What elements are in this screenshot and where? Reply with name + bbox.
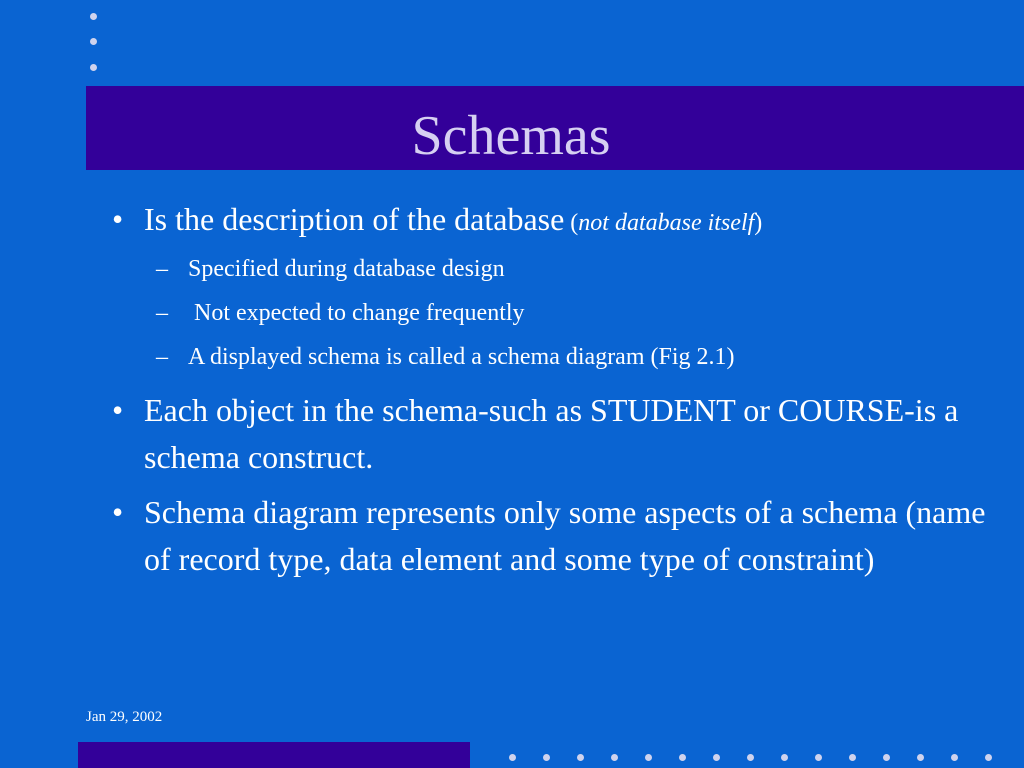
bullet-text: Each object in the schema-such as STUDENT or COURSE-is a schema construct. xyxy=(144,392,959,475)
sub-bullet-marker: – xyxy=(156,256,168,282)
decor-dot xyxy=(645,754,652,761)
decor-dot xyxy=(509,754,516,761)
decor-dot xyxy=(815,754,822,761)
sub-bullet-item xyxy=(110,335,990,379)
decor-dot xyxy=(90,64,97,71)
decor-dot xyxy=(883,754,890,761)
decor-dot xyxy=(747,754,754,761)
slide-title: Schemas xyxy=(411,105,611,167)
decor-dot xyxy=(679,754,686,761)
bullet-note-open: ( xyxy=(564,210,579,236)
bullet-text: Is the description of the database xyxy=(144,201,565,237)
sub-bullet-text: Specified during database design xyxy=(188,256,505,282)
decor-dot xyxy=(849,754,856,761)
decor-dot xyxy=(90,13,97,20)
decor-dot xyxy=(90,38,97,45)
bullet-marker: • xyxy=(112,201,124,237)
footer-band xyxy=(78,742,470,768)
bullet-marker: • xyxy=(112,494,124,530)
bullet-text: Schema diagram represents only some aspects of a schema (name of record type, data element and some type of constraint) xyxy=(144,494,986,577)
bullet-note-italic: not database itself xyxy=(578,210,755,236)
sub-bullet-text: Not expected to change frequently xyxy=(188,300,525,326)
decor-dot xyxy=(985,754,992,761)
bullet-item xyxy=(110,489,990,583)
sub-bullet-marker: – xyxy=(156,300,168,326)
decor-dot xyxy=(577,754,584,761)
sub-bullet-text: A displayed schema is called a schema diagram (Fig 2.1) xyxy=(188,344,735,370)
footer-date: Jan 29, 2002 xyxy=(86,709,163,725)
bullet-marker: • xyxy=(112,392,124,428)
decor-dot xyxy=(543,754,550,761)
sub-bullet-marker: – xyxy=(156,344,168,370)
decor-dot xyxy=(917,754,924,761)
bullet-note-close: ) xyxy=(754,210,763,236)
decor-dot xyxy=(951,754,958,761)
bullet-item xyxy=(110,387,990,481)
decor-dot xyxy=(713,754,720,761)
sub-bullet-item xyxy=(110,247,990,291)
decor-dot xyxy=(611,754,618,761)
bullet-item xyxy=(110,196,990,247)
decor-dot xyxy=(781,754,788,761)
slide-body xyxy=(110,196,990,583)
sub-bullet-item xyxy=(110,291,990,335)
